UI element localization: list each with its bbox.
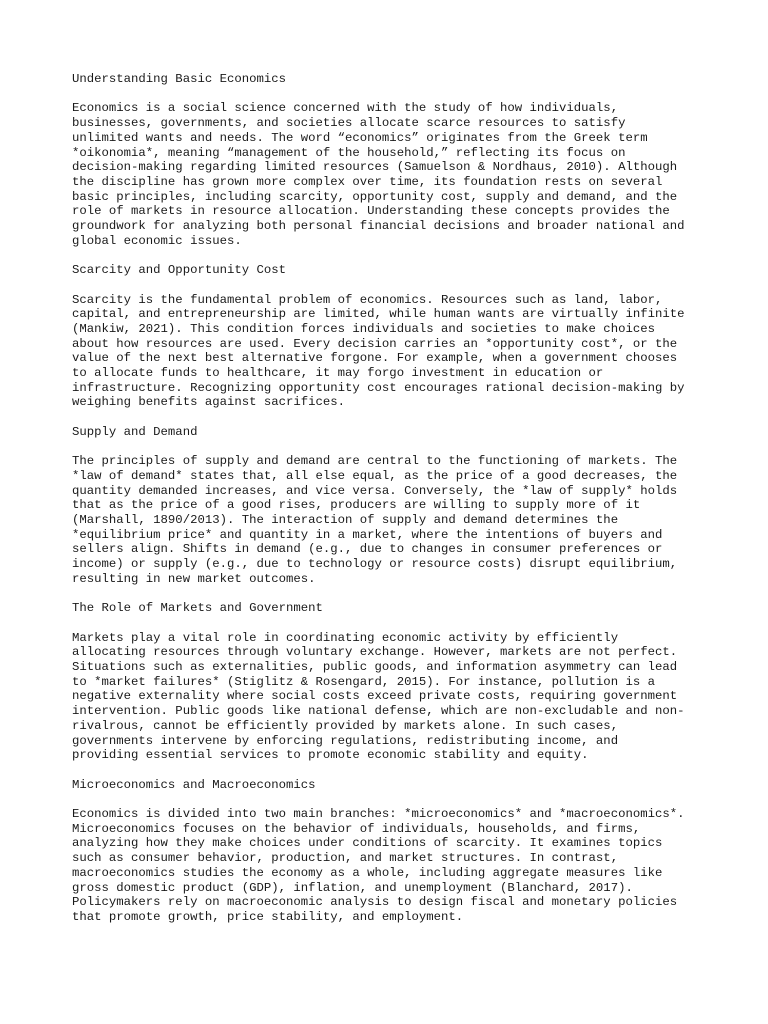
paragraph-line: Markets play a vital role in coordinating economic activity by efficiently: [72, 630, 619, 645]
paragraph-line: to *market failures* (Stiglitz & Rosengard, 2015). For instance, pollution is a: [72, 674, 655, 689]
document-page: [72, 72, 702, 939]
paragraph-line: (Marshall, 1890/2013). The interaction of supply and demand determines the: [72, 513, 619, 528]
paragraph-line: such as consumer behavior, production, and market structures. In contrast,: [72, 851, 619, 866]
paragraph-line: (Mankiw, 2021). This condition forces individuals and societies to make choices: [72, 321, 655, 336]
paragraph-line: *equilibrium price* and quantity in a market, where the intentions of buyers and: [72, 527, 663, 542]
paragraph-line: providing essential services to promote economic stability and equity.: [72, 748, 589, 763]
paragraph-line: about how resources are used. Every decision carries an *opportunity cost*, or the: [72, 336, 678, 351]
paragraph-line: governments intervene by enforcing regulations, redistributing income, and: [72, 733, 619, 748]
paragraph-line: analyzing how they make choices under conditions of scarcity. It examines topics: [72, 836, 663, 851]
section-heading-micro-macro: Microeconomics and Macroeconomics: [72, 777, 316, 792]
paragraph-line: unlimited wants and needs. The word “economics” originates from the Greek term: [72, 130, 648, 145]
section-heading-markets-government: The Role of Markets and Government: [72, 601, 323, 616]
paragraph-line: allocating resources through voluntary exchange. However, markets are not perfect.: [72, 645, 678, 660]
paragraph-line: role of markets in resource allocation. Understanding these concepts provides the: [72, 204, 670, 219]
paragraph-line: macroeconomics studies the economy as a whole, including aggregate measures like: [72, 865, 663, 880]
paragraph-line: income) or supply (e.g., due to technology or resource costs) disrupt equilibrium,: [72, 557, 678, 572]
paragraph-line: weighing benefits against sacrifices.: [72, 395, 346, 410]
paragraph-line: global economic issues.: [72, 233, 242, 248]
paragraph-line: *law of demand* states that, all else equal, as the price of a good decreases, the: [72, 468, 678, 483]
paragraph-line: Scarcity is the fundamental problem of economics. Resources such as land, labor,: [72, 292, 663, 307]
paragraph-line: that promote growth, price stability, and employment.: [72, 909, 464, 924]
paragraph-line: Microeconomics focuses on the behavior of individuals, households, and firms,: [72, 821, 641, 836]
paragraph-line: Situations such as externalities, public goods, and information asymmetry can lead: [72, 660, 678, 675]
paragraph-line: businesses, governments, and societies allocate scarce resources to satisfy: [72, 116, 626, 131]
intro-paragraph: [72, 101, 702, 248]
paragraph-line: The principles of supply and demand are central to the functioning of markets. The: [72, 454, 678, 469]
micro-macro-paragraph: [72, 807, 702, 925]
paragraph-line: value of the next best alternative forgone. For example, when a government chooses: [72, 351, 678, 366]
paragraph-line: Economics is divided into two main branches: *microeconomics* and *macroeconomics*.: [72, 807, 685, 822]
paragraph-line: capital, and entrepreneurship are limited, while human wants are virtually infinite: [72, 307, 685, 322]
paragraph-line: *oikonomia*, meaning “management of the household,” reflecting its focus on: [72, 145, 626, 160]
paragraph-line: negative externality where social costs exceed private costs, requiring government: [72, 689, 678, 704]
paragraph-line: Economics is a social science concerned with the study of how individuals,: [72, 101, 619, 116]
paragraph-line: rivalrous, cannot be efficiently provided by markets alone. In such cases,: [72, 718, 619, 733]
section-heading-scarcity: Scarcity and Opportunity Cost: [72, 263, 287, 278]
paragraph-line: sellers align. Shifts in demand (e.g., due to changes in consumer preferences or: [72, 542, 663, 557]
document-title: Understanding Basic Economics: [72, 72, 287, 86]
paragraph-line: groundwork for analyzing both personal financial decisions and broader national and: [72, 219, 685, 234]
paragraph-line: infrastructure. Recognizing opportunity cost encourages rational decision-making by: [72, 380, 685, 395]
paragraph-line: that as the price of a good rises, producers are willing to supply more of it: [72, 498, 641, 513]
paragraph-line: gross domestic product (GDP), inflation, and unemployment (Blanchard, 2017).: [72, 880, 633, 895]
supply-demand-paragraph: [72, 454, 702, 586]
paragraph-line: intervention. Public goods like national defense, which are non-excludable and non-: [72, 704, 685, 719]
paragraph-line: basic principles, including scarcity, opportunity cost, supply and demand, and the: [72, 189, 678, 204]
paragraph-line: decision-making regarding limited resources (Samuelson & Nordhaus, 2010). Although: [72, 160, 678, 175]
paragraph-line: the discipline has grown more complex over time, its foundation rests on several: [72, 174, 663, 189]
paragraph-line: Policymakers rely on macroeconomic analysis to design fiscal and monetary policies: [72, 895, 678, 910]
markets-government-paragraph: [72, 631, 702, 763]
paragraph-line: quantity demanded increases, and vice versa. Conversely, the *law of supply* holds: [72, 483, 678, 498]
section-heading-supply-demand: Supply and Demand: [72, 424, 198, 439]
paragraph-line: resulting in new market outcomes.: [72, 571, 316, 586]
scarcity-paragraph: [72, 293, 702, 411]
paragraph-line: to allocate funds to healthcare, it may forgo investment in education or: [72, 366, 604, 381]
